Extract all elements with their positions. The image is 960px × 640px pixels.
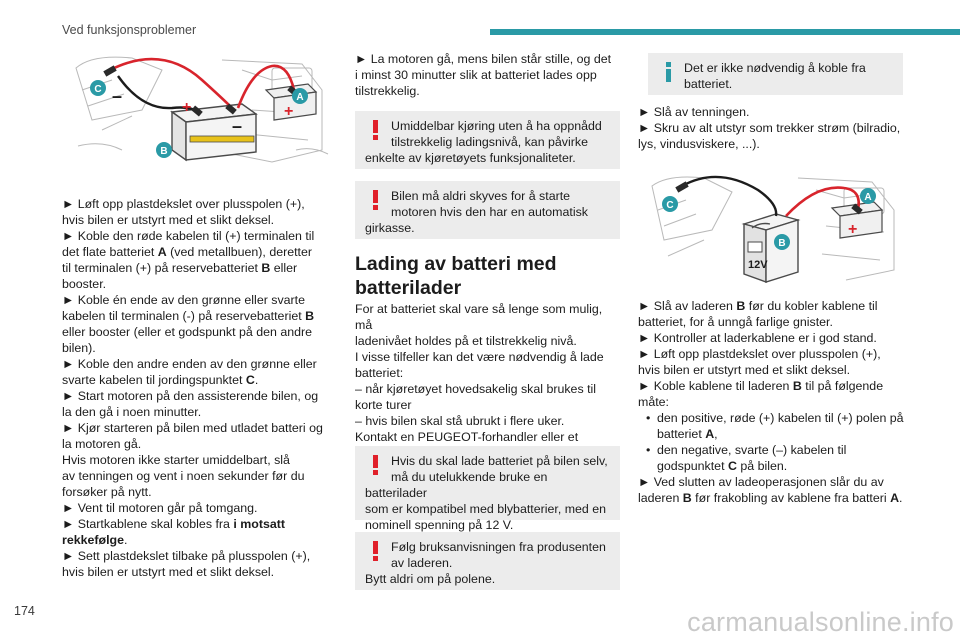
step-ground-point: ► Koble den andre enden av den grønne eller svarte kabelen til jordingspunktet C.	[62, 357, 317, 387]
column-3-steps	[638, 298, 904, 506]
site-watermark: carmanualsonline.info	[687, 607, 954, 637]
bullet-positive-cable: • den positive, røde (+) kabelen til (+) polen på batteriet A,	[638, 410, 904, 442]
plus-sign-a: +	[284, 103, 294, 120]
bullet-negative-cable: • den negative, svarte (–) kabelen til godspunktet C på bilen.	[638, 442, 904, 474]
label-badge-c	[90, 80, 106, 96]
minus-sign-b: –	[232, 116, 243, 136]
svg-text:B: B	[160, 146, 168, 157]
page-number: 174	[14, 604, 35, 618]
jump-start-illustration	[72, 50, 334, 168]
charger-voltage-label: 12V	[748, 259, 768, 271]
warning-box-no-push: Bilen må aldri skyves for å starte motoren hvis den har en automatisk girkasse.	[355, 181, 620, 239]
label-badge-b	[774, 234, 790, 250]
warning-exclamation-icon	[365, 119, 387, 141]
step-connect-charger: ► Koble kablene til laderen B til på følgende måte:	[638, 379, 884, 409]
step-crank-starter: ► Kjør starteren på bilen med utladet batteri og la motoren gå.	[62, 421, 323, 451]
step-disconnect-reverse: ► Startkablene skal kobles fra i motsatt rekkefølge.	[62, 517, 285, 547]
label-badge-b	[156, 142, 172, 158]
section-heading-charging: Lading av batteri med batterilader	[355, 253, 557, 299]
header-accent-bar	[490, 29, 960, 35]
minus-sign-c: –	[112, 86, 123, 106]
svg-text:B: B	[778, 238, 786, 249]
step-switch-off-equipment: ► Skru av alt utstyr som trekker strøm (bilradio, lys, vindusviskere, ...).	[638, 121, 901, 151]
column-3-top-text	[638, 104, 904, 152]
column-1-text	[62, 196, 340, 580]
warning-exclamation-icon	[365, 454, 387, 476]
info-box-no-disconnect: Det er ikke nødvendig å koble fra batteriet.	[648, 53, 903, 95]
step-end-charging: ► Ved slutten av ladeoperasjonen slår du av laderen B før frakobling av kablene fra batteri A.	[638, 475, 903, 505]
column-2-text	[355, 51, 620, 99]
step-start-assisting-car: ► Start motoren på den assisterende bilen, og la den gå i noen minutter.	[62, 389, 319, 419]
svg-text:C: C	[666, 200, 674, 211]
step-connect-red-cable: ► Koble den røde kabelen til (+) terminalen til det flate batteriet A (ved metallbuen), deretter til terminalen (+) på reservebatteriet B eller booster.	[62, 229, 315, 291]
charging-intro: For at batteriet skal vare så lenge som mulig, må ladenivået holdes på et tilstrekkelig nivå. I visse tilfeller kan det være nødvendig å lade batteriet: – når kjøretøyet hovedsakelig skal brukes til korte turer – hvis bilen skal stå ubrukt i flere uker. Kontakt en PEUGEOT-forhandler eller et	[355, 302, 604, 444]
label-badge-a	[292, 88, 308, 104]
warning-exclamation-icon	[365, 189, 387, 211]
svg-text:A: A	[864, 192, 872, 203]
warning-box-compatible-charger: Hvis du skal lade batteriet på bilen selv, må du utelukkende bruke en batterilader som er kompatibel med blybatterier, med en nominell spenning på 12 V.	[355, 446, 620, 520]
step-check-cables: ► Kontroller at laderkablene er i god stand.	[638, 331, 877, 345]
connection-bullets	[638, 410, 904, 474]
svg-text:A: A	[296, 92, 304, 103]
running-header: Ved funksjonsproblemer	[62, 23, 197, 37]
svg-text:C: C	[94, 84, 102, 95]
step-run-engine: ► La motoren gå, mens bilen står stille, og det i minst 30 minutter slik at batteriet lades opp tilstrekkelig.	[355, 52, 612, 98]
label-badge-c	[662, 196, 678, 212]
label-badge-a	[860, 188, 876, 204]
warning-box-manufacturer-instructions: Følg bruksanvisningen fra produsenten av laderen. Bytt aldri om på polene.	[355, 532, 620, 590]
step-switch-off-charger: ► Slå av laderen B før du kobler kablene til batteriet, for å unngå farlige gnister.	[638, 299, 878, 329]
step-ignition-off: ► Slå av tenningen.	[638, 105, 750, 119]
step-idle: ► Vent til motoren går på tomgang.	[62, 501, 258, 515]
step-connect-green-cable: ► Koble én ende av den grønne eller svarte kabelen til terminalen (-) på reservebatteriet B eller booster (eller et godspunkt på den andre bilen).	[62, 293, 315, 355]
step-replace-cover: ► Sett plastdekslet tilbake på plusspolen (+), hvis bilen er utstyrt med et slikt deksel.	[62, 549, 311, 579]
step-lift-cover: ► Løft opp plastdekslet over plusspolen (+), hvis bilen er utstyrt med et slikt deksel.	[62, 197, 305, 227]
info-icon	[658, 61, 680, 83]
battery-charger-illustration	[648, 170, 902, 286]
retry-note: Hvis motoren ikke starter umiddelbart, slå av tenningen og vent i noen sekunder før du forsøker på nytt.	[62, 453, 305, 499]
plus-sign-b: +	[182, 99, 192, 116]
warning-box-charge-level: Umiddelbar kjøring uten å ha oppnådd tilstrekkelig ladingsnivå, kan påvirke enkelte av kjøretøyets funksjonaliteter.	[355, 111, 620, 169]
step-lift-cover: ► Løft opp plastdekslet over plusspolen (+), hvis bilen er utstyrt med et slikt deksel.	[638, 347, 881, 377]
plus-sign-a: +	[848, 221, 858, 238]
warning-exclamation-icon	[365, 540, 387, 562]
